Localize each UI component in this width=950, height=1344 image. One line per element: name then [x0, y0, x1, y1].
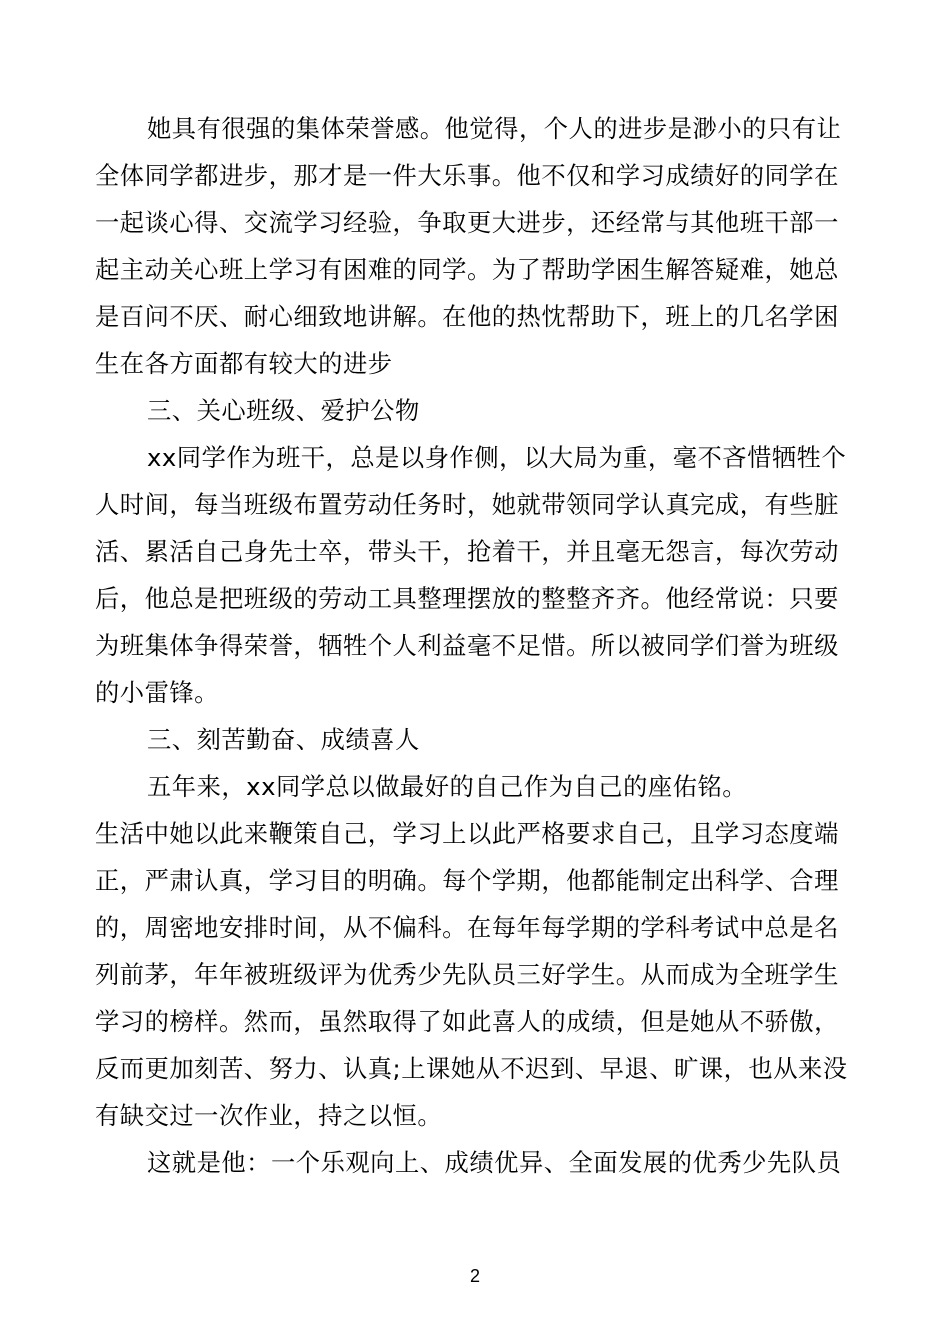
section-heading: 三、刻苦勤奋、成绩喜人 [147, 725, 420, 754]
text-line: 这就是他：一个乐观向上、成绩优异、全面发展的优秀少先队员 [147, 1148, 842, 1177]
text-line: 一起谈心得、交流学习经验，争取更大进步，还经常与其他班干部一 [95, 208, 839, 237]
text-line: 的小雷锋。 [95, 678, 219, 707]
text-line: 反而更加刻苦、努力、认真;上课她从不迟到、早退、旷课，也从来没 [95, 1054, 848, 1083]
text-line: 后，他总是把班级的劳动工具整理摆放的整整齐齐。他经常说：只要 [95, 584, 839, 613]
text-line: 列前茅，年年被班级评为优秀少先队员三好学生。从而成为全班学生 [95, 960, 839, 989]
text-line: 是百问不厌、耐心细致地讲解。在他的热忱帮助下，班上的几名学困 [95, 302, 839, 331]
text-line: 活、累活自己身先士卒，带头干，抢着干，并且毫无怨言，每次劳动 [95, 537, 839, 566]
text-line: 全体同学都进步，那才是一件大乐事。他不仅和学习成绩好的同学在 [95, 161, 839, 190]
section-heading: 三、关心班级、爱护公物 [147, 396, 420, 425]
text-line: 学习的榜样。然而，虽然取得了如此喜人的成绩，但是她从不骄傲， [95, 1007, 839, 1036]
text-line: 五年来，xx同学总以做最好的自己作为自己的座佑铭。 [147, 772, 748, 801]
text-line: 为班集体争得荣誉，牺牲个人利益毫不足惜。所以被同学们誉为班级 [95, 631, 839, 660]
text-line: xx同学作为班干，总是以身作侧，以大局为重，毫不吝惜牺牲个 [147, 443, 847, 472]
text-line: 生活中她以此来鞭策自己，学习上以此严格要求自己，且学习态度端 [95, 819, 839, 848]
text-line: 她具有很强的集体荣誉感。他觉得，个人的进步是渺小的只有让 [147, 114, 842, 143]
text-line: 的，周密地安排时间，从不偏科。在每年每学期的学科考试中总是名 [95, 913, 839, 942]
text-line: 生在各方面都有较大的进步 [95, 349, 393, 378]
text-line: 有缺交过一次作业，持之以恒。 [95, 1101, 443, 1130]
page-number: 2 [469, 1266, 480, 1286]
text-line: 正，严肃认真，学习目的明确。每个学期，他都能制定出科学、合理 [95, 866, 839, 895]
text-line: 起主动关心班上学习有困难的同学。为了帮助学困生解答疑难，她总 [95, 255, 839, 284]
text-line: 人时间，每当班级布置劳动任务时，她就带领同学认真完成，有些脏 [95, 490, 839, 519]
